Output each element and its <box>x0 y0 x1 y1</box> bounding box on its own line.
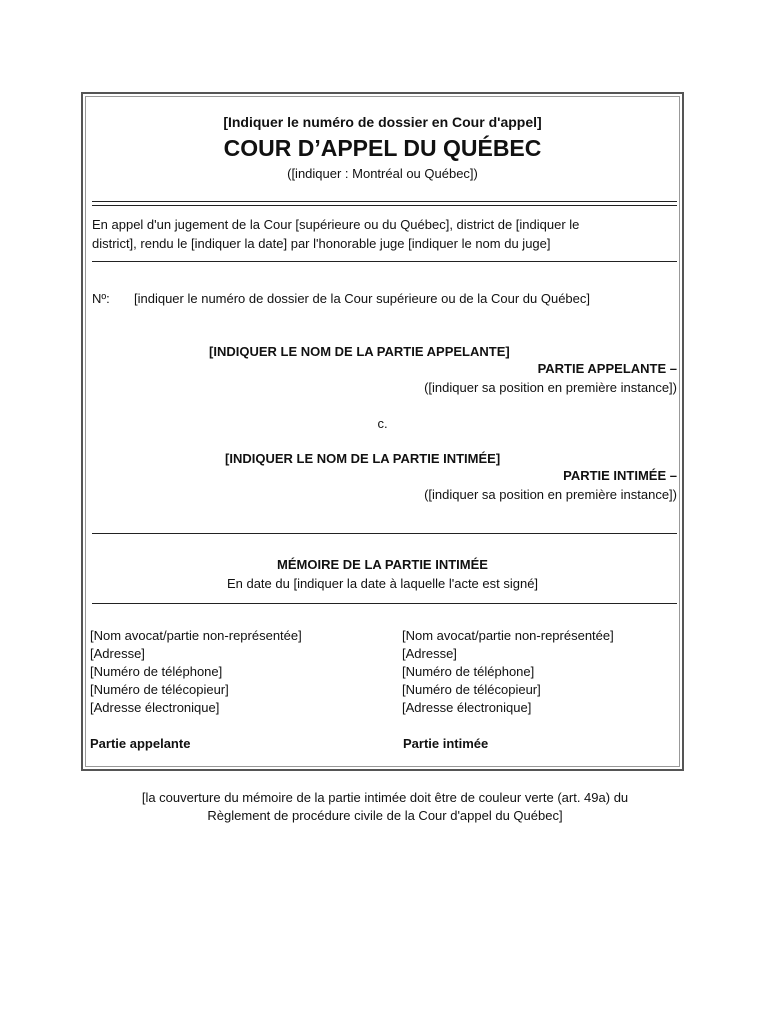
case-number-hint: [Indiquer le numéro de dossier en Cour d'appel] <box>223 114 542 130</box>
appellant-counsel-block <box>90 627 302 717</box>
respondent-role: PARTIE INTIMÉE – <box>563 468 677 483</box>
file-number-value: [indiquer le numéro de dossier de la Cour supérieure ou de la Cour du Québec] <box>134 291 590 306</box>
respondent-counsel-phone: [Numéro de téléphone] <box>402 664 535 679</box>
footnote-line-2: Règlement de procédure civile de la Cour d'appel du Québec] <box>207 808 563 823</box>
rule <box>92 533 677 534</box>
appellant-counsel-address: [Adresse] <box>90 646 145 661</box>
memoire-title: MÉMOIRE DE LA PARTIE INTIMÉE <box>277 557 488 572</box>
respondent-counsel-name: [Nom avocat/partie non-représentée] <box>402 628 614 643</box>
respondent-counsel-fax: [Numéro de télécopieur] <box>402 682 541 697</box>
appellant-label: Partie appelante <box>90 736 191 751</box>
respondent-counsel-address: [Adresse] <box>402 646 457 661</box>
appellant-name: [INDIQUER LE NOM DE LA PARTIE APPELANTE] <box>209 344 510 359</box>
cover-page-frame <box>81 92 684 771</box>
appeal-line-1: En appel d'un jugement de la Cour [supérieure ou du Québec], district de [indiquer le <box>92 217 580 232</box>
footnote <box>0 789 770 825</box>
appeal-statement <box>92 215 677 253</box>
footnote-line-1: [la couverture du mémoire de la partie intimée doit être de couleur verte (art. 49a) du <box>141 790 629 805</box>
respondent-position: ([indiquer sa position en première instance]) <box>424 487 677 502</box>
respondent-counsel-block <box>402 627 614 717</box>
rule <box>92 603 677 604</box>
district-hint: ([indiquer : Montréal ou Québec]) <box>287 166 478 181</box>
file-number-label: Nº: <box>92 291 110 306</box>
appellant-counsel-name: [Nom avocat/partie non-représentée] <box>90 628 302 643</box>
court-title: COUR D’APPEL DU QUÉBEC <box>223 135 542 161</box>
appellant-role: PARTIE APPELANTE – <box>537 361 677 376</box>
respondent-label: Partie intimée <box>403 736 489 751</box>
appellant-counsel-phone: [Numéro de téléphone] <box>90 664 223 679</box>
double-rule <box>92 201 677 206</box>
respondent-counsel-email: [Adresse électronique] <box>402 700 532 715</box>
respondent-name: [INDIQUER LE NOM DE LA PARTIE INTIMÉE] <box>225 451 501 466</box>
rule <box>92 261 677 262</box>
appellant-counsel-email: [Adresse électronique] <box>90 700 220 715</box>
memoire-date-line: En date du [indiquer la date à laquelle l'acte est signé] <box>226 576 539 591</box>
versus: c. <box>377 416 388 431</box>
appellant-position: ([indiquer sa position en première instance]) <box>424 380 677 395</box>
appeal-line-2: district], rendu le [indiquer la date] par l'honorable juge [indiquer le nom du juge] <box>92 236 551 251</box>
appellant-counsel-fax: [Numéro de télécopieur] <box>90 682 229 697</box>
